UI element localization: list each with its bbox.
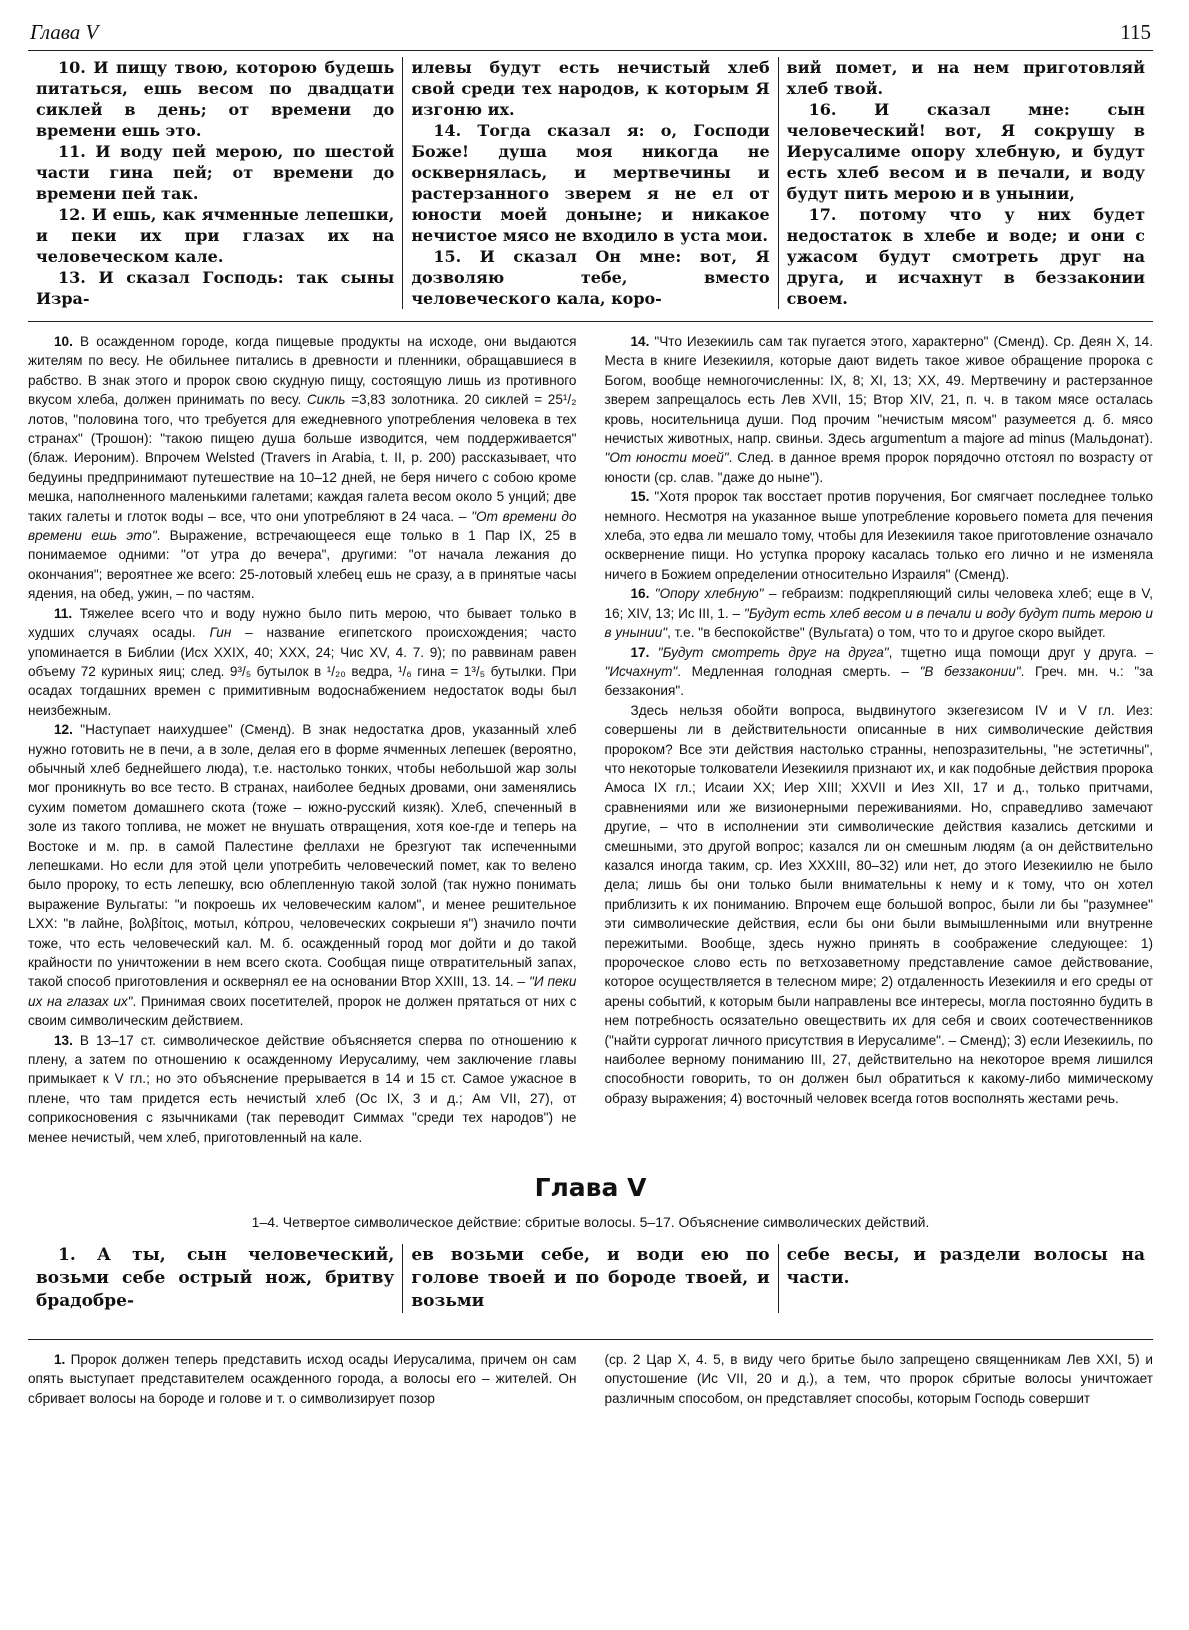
bible-column-1 (28, 1244, 402, 1313)
commentary-number: 17. (630, 644, 650, 660)
commentary-text: В 13–17 ст. символическое действие объясняется сперва по отношению к плену, а затем по отношению к осажденному Иерусалиму, чем заключение главы примыкает к V гл.; но это объяснение прерывается в 14 и 15 ст. Самое ужасное в плене, что там придется есть нечистый хлеб (Ос IX, 3 и д.; Ам VII, 27), от соприкосновения с язычниками (так переводит Симмах "среди тех народов") не менее нечистый, чем хлеб, приготовленный на кале. (28, 1032, 577, 1145)
commentary-italic: Сикль (306, 392, 346, 408)
commentary-italic: "И пеки их на глазах их" (28, 974, 577, 1009)
commentary-12 (28, 720, 577, 1031)
commentary-italic: "От времени до времени ешь это" (28, 508, 577, 544)
bible-column-1 (28, 57, 402, 309)
commentary-text: =3,83 золотника. 20 сиклей = 25¹/₂ лотов, "половина того, что требуется для ежедневного употребления человека в тех странах" (Трошон): "такою пищею душа больше изводится, чем поддерживается" (блаж. Иероним). Впрочем Welsted (Travers in Arabia, t. II, p. 200) рассказывает, что бедуины предпринимают путешествие на 10–12 дней, не беря ничего с собою кроме мешка, наполненного маленькими галетами; каждая галета весом около 5 унций; две таких галеты и глоток воды – все, что они употребляют в 24 часа. – (28, 392, 577, 524)
commentary-16 (605, 584, 1154, 642)
commentary-number: 14. (630, 334, 650, 349)
commentary-text: . След. в данное время пророк порядочно отстоял по возрасту от юности (ср. слав. "даже до ныне"). (604, 450, 1154, 485)
verse-15-start: 15. И сказал Он мне: вот, Я дозволяю тебе, вместо человеческого кала, коро- (411, 247, 770, 308)
verse-11: 11. И воду пей мерою, по шестой части гина пей; от времени до времени пей так. (36, 142, 395, 203)
commentary-14 (605, 332, 1154, 487)
commentary-italic: Гин (209, 625, 232, 641)
commentary-italic: "Опору хлебную" (654, 586, 764, 602)
commentary-italic: "Будут смотреть друг на друга" (657, 644, 889, 660)
verse-16: 16. И сказал мне: сын человеческий! вот, Я сокрушу в Иерусалиме опору хлебную, и будут есть хлеб весом и в печали, и воду будут пить мерою и в унынии, (786, 100, 1145, 203)
verse-17: 17. потому что у них будет недостаток в хлебе и воде; и они с ужасом будут смотреть друг на друга, и исчахнут в беззаконии своем. (786, 205, 1145, 308)
bible-column-2 (402, 57, 777, 309)
commentary-text: , тщетно ища помощи друг у друга. – (888, 644, 1153, 660)
commentary-10 (28, 332, 577, 604)
verse-13-start: 13. И сказал Господь: так сыны Изра- (36, 268, 395, 308)
commentary-13 (28, 1031, 577, 1147)
commentary-text: "Наступает наихудшее" (Сменд). В знак недостатка дров, указанный хлеб нужно готовить не в печи, а в золе, делая его в форме ячменных лепешек (вероятно, обычный хлеб беднейшего люда), т.е. настолько тонких, чтобы небольшой жар золы мог проникнуть во все тесто. В странах, наиболее бедных дровами, они заменялись сухим пометом домашнего скота (тоже – южно-русский кизяк). Хлеб, спеченный в золе из такого топлива, не может не внушать отвращения, хотя кое-где и теперь на Востоке и м. пр. в самой Палестине феллахи не брезгуют так испеченными лепешками. Но если для этой цели употребить человеческий помет, как то велено было пророку, то есть лепешку, всю облепленную такой золой (так нужно понимать выражение Вульгаты: "и покроешь их человеческим калом", и менее решительное LXX: "в лайне, βολβίτοις, мотыл, κόπρου, человеческих сокрыеши я") значило почти тоже, что есть человеческий кал. М. б. осажденный город мог дойти и до такой крайности по уничтожении в нем всего скота. Сообщая пище отвратительный запах, такой способ приготовления и осквернял ее на основании Втор XXIII, 13. 14. – (28, 722, 577, 990)
commentary-italic: "Исчахнут" (604, 663, 678, 679)
commentary-text: . Выражение, встречающееся еще только в 1 Пар IX, 25 в понимаемое одними: "от утра до вечера", другими: "от начала лежания до окончания"; вероятнее же всего: 25-лотовый хлебец ешь не сразу, а в принятые часы ядения, на обед, ужин, – по частям. (28, 528, 577, 602)
section-divider (28, 321, 1153, 322)
verse-1-start: 1. А ты, сын человеческий, возьми себе острый нож, бритву брадобре- (36, 1245, 395, 1312)
commentary-text: . Принимая своих посетителей, пророк не должен прятаться от них с своим символическим действием. (28, 993, 577, 1029)
commentary-text: "Хотя пророк так восстает против поручения, Бог смягчает последнее только немного. Несмотря на указанное выше употребление коровьего помета для печения хлеба, это едва ли мешало тому, чтобы для Иезекииля такое приготовление означало осквернение пищи. Но уступка пророку касалась только его лично и не изменяла ничего в Божием определении относительно Израиля" (Сменд). (604, 489, 1153, 582)
bible-column-3 (778, 1244, 1153, 1313)
verse-14: 14. Тогда сказал я: о, Господи Боже! душа моя никогда не осквернялась, и мертвечины и растерзанного зверем я не ел от юности моей доныне; и никакое нечистое мясо не входило в уста мои. (411, 121, 770, 245)
commentary-number: 11. (54, 605, 73, 621)
commentary-number: 15. (630, 489, 650, 505)
page (28, 14, 1153, 1620)
commentary-text: "Что Иезекииль сам так пугается этого, характерно" (Сменд). Ср. Деян X, 14. Места в книге Иезекииля, которые дают видеть такое живое обращение пророка с Богом, вообще немногочисленны: IX, 8; XI, 13; XX, 49. Мертвечину и растерзанное зверем запрещалось есть Лев XVII, 15; Втор XIV, 21, п. ч. в таком мясе осталась кровь, носительница души. Под прочим "нечистым мясом" разумеется д. б. мясо нечистых животных, напр. свиньи. Здесь argumentum a majore ad minus (Мальдонат). (604, 334, 1153, 447)
commentary-17 (605, 643, 1154, 701)
commentary-text: Тяжелее всего что и воду нужно было пить мерою, что бывает только в худших случаях осады. (28, 605, 577, 641)
commentary-text: . Греч. мн. ч.: "за беззакония". (604, 663, 1153, 699)
commentary-text: – гебраизм: подкрепляющий силы человека хлеб; еще в V, 16; XIV, 13; Ис III, 1. – (604, 586, 1153, 621)
commentary-text: В осажденном городе, когда пищевые продукты на исходе, они выдаются жителям по весу. Не обильнее питались в древности и пленники, обращавшиеся в рабство. В знак этого и пророк свою скудную пищу, состоящую лишь из противного вкусом хлеба, должен принимать по весу. (28, 334, 577, 408)
verse-12: 12. И ешь, как ячменные лепешки, и пеки их при глазах их на человеческом кале. (36, 205, 395, 266)
commentary-number: 10. (54, 334, 73, 349)
chapter-summary: 1–4. Четвертое символическое действие: сбритые волосы. 5–17. Объяснение символических действий. (251, 1214, 930, 1231)
commentary-11 (28, 604, 577, 720)
chapter-title: Глава V (534, 1173, 647, 1203)
section-divider (28, 1339, 1153, 1340)
verse-15-end: вий помет, и на нем приготовляй хлеб твой. (786, 58, 1145, 98)
commentary-top (28, 332, 1153, 1147)
commentary-v1-left (28, 1350, 577, 1408)
commentary-column-left (28, 332, 591, 1147)
running-header (28, 14, 1153, 51)
bible-text-top (28, 57, 1153, 309)
commentary-column-right (591, 332, 1154, 1147)
commentary-chapter-v (28, 1350, 1153, 1408)
commentary-italic: "От юности моей" (604, 450, 729, 466)
verse-1-middle: ев возьми себе, и води ею по голове твоей и по бороде твоей, и возьми (411, 1245, 770, 1312)
commentary-column-left (28, 1350, 591, 1408)
commentary-number: 13. (54, 1032, 73, 1048)
commentary-closing: Здесь нельзя обойти вопроса, выдвинутого экзегезисом IV и V гл. Иез: совершены ли в действительности описанные в них символические действия пророком? Все эти действия настолько странны, непозразительны, "не эстетичны", что некоторые толкователи Иезекииля признают их, и как подобные действия пророка Амоса IX гл.; Исаии XX; Иер XIII; XXVII и Иез XII, 17 и д., только притчами, сравнениями или же визионерными переживаниями. Но, справедливо замечают другие, – что в исполнении эти символические действия казались детскими и смешными, это другой вопрос; казался ли он смешным людям (а он действительно казался иногда таким, ср. Иез XXXIII, 80–32) или нет, до этого Иезекиилю не было дела; лишь бы они только были внимательны к нему и к тому, что он хотел приблизить к их пониманию. Впрочем еще большой вопрос, были ли бы "разумнее" эти символические действия, если бы они были вымышленными или внутренне пережитыми. Вообще, здесь нужно принять в соображение следующее: 1) пророческое слово есть по ветхозаветному представление самое действование, которое осуществляется в телесном мире; 2) отдаленность Иезекииля и его среды от арены событий, к которым были направлены все интересы, могла постоянно будить в нем потребность осязательно овеществить их для себя и своих соотечественников ("найти суррогат личного присутствия в Иерусалиме". – Сменд); 3) если Иезекииль, по наиболее верному пониманию III, 27, действительно на некоторое время лишился способности говорить, то он должен был обратиться к какому-либо мимическому образу выражения; 4) восточный человек всегда готов восполнять жестами речь. (604, 702, 1153, 1106)
commentary-text: , т.е. "в беспокойстве" (Вульгата) о том, что то и другое скоро выйдет. (667, 625, 1106, 641)
commentary-number: 1. (54, 1352, 66, 1368)
verse-10: 10. И пищу твою, которою будешь питаться, ешь весом по двадцати сиклей в день; от времени до времени ешь это. (36, 58, 395, 140)
commentary-italic: "Будут есть хлеб весом и в печали и воду будут пить мерою и в унынии" (604, 605, 1153, 641)
commentary-text: . Медленная голодная смерть. – (677, 663, 920, 679)
bible-text-chapter-v (28, 1244, 1153, 1313)
page-number: 115 (1120, 20, 1151, 44)
commentary-italic: "В беззаконии" (919, 663, 1021, 679)
verse-1-end: себе весы, и раздели волосы на части. (786, 1245, 1145, 1289)
verse-13-end: илевы будут есть нечистый хлеб свой среди тех народов, к которым Я изгоню их. (411, 58, 770, 119)
commentary-text: Пророк должен теперь представить исход осады Иерусалима, причем он сам опять выступает представителем осажденного города, а волосы его – жителей. Он сбривает волосы на бороде и голове и т. о символизирует позор (28, 1352, 577, 1406)
commentary-number: 16. (630, 586, 650, 602)
commentary-column-right (591, 1350, 1154, 1408)
bible-column-2 (402, 1244, 777, 1313)
bible-column-3 (778, 57, 1153, 309)
commentary-v1-right: (ср. 2 Цар X, 4. 5, в виду чего бритье было запрещено священникам Лев XXI, 5) и опустошение (Ис VII, 20 и д.), а тем, что пророк сбритые волосы уничтожает различным способом, он представляет способы, которым Господь совершит (604, 1352, 1153, 1406)
commentary-text: – название египетского происхождения; часто упоминается в Библии (Исх XXIX, 40; XXX, 24; Чис XV, 4. 7. 9); по раввинам равен объему 72 куриных яиц; след. 9³/₅ бутылок в ¹/₂₀ ведра, ¹/₆ гина = 1³/₅ бутылки. При осадах тогдашних времен с примитивным водоснабжением недостаток воды был неизбежным. (28, 625, 577, 718)
commentary-number: 12. (54, 722, 73, 738)
commentary-15 (605, 487, 1154, 584)
running-header-chapter: Глава V (30, 20, 99, 44)
